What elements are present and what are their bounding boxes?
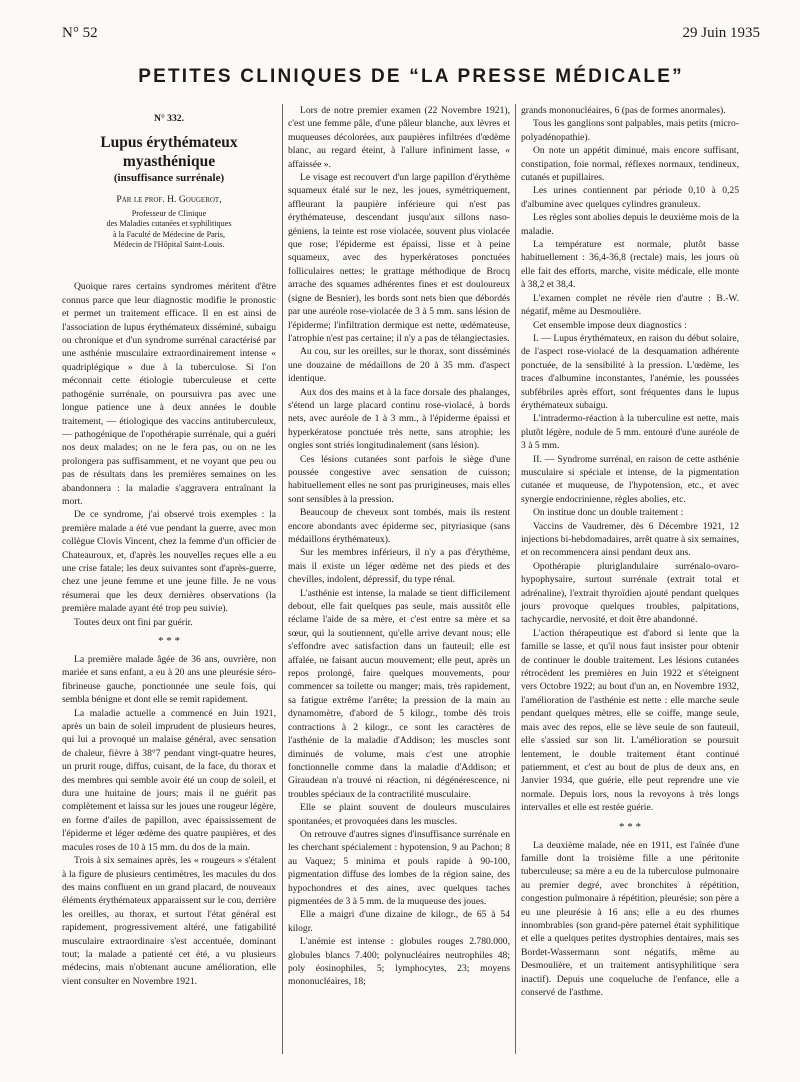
article-title-line-2: myasthénique — [122, 153, 216, 171]
paragraph: La maladie actuelle a commencé en Juin 1921, après un bain de soleil imprudent de plusieurs heures, qui lui a provoqué un malaise général, avec sensation de chaleur, fièvre à 38°7 pendant vingt-quatre heures, un prurit rouge, diffus, cuisant, de la face, du thorax et des membres qui semble avoir été un coup de soleil, et dura une huitaine de jours; mais il ne guérit pas complètement et laissa sur les joues une rougeur légère, en forme d'ailes de papillon, avec épaississement de l'épiderme et léger œdème des quatre paupières, et des macules roses de 10 à 15 mm. du dos de la main. — [62, 707, 276, 853]
paragraph: Au cou, sur les oreilles, sur le thorax, sont disséminés une douzaine de médaillons de 20 à 35 mm. d'aspect identique. — [288, 346, 510, 385]
paragraph: Elle se plaint souvent de douleurs musculaires spontanées, et provoquées dans les muscles. — [288, 802, 510, 827]
column-divider — [515, 104, 516, 1054]
issue-date: 29 Juin 1935 — [682, 25, 760, 41]
paragraph: Trois à six semaines après, les « rougeurs » s'étalent à la figure de plusieurs centimètres, les macules du dos des mains confluent en un grand placard, de nouveaux éléments érythémateux apparaissent sur le cou, derrière les oreilles, au thorax, et surtout l'état général est rapidement, progressivement altéré, une fatigabilité musculaire extraordinaire s'est accentuée, dominant tout; la malade a patienté cet été, a vu plusieurs médecins, mais n'obtenant aucune amélioration, elle vient consulter en Novembre 1921. — [62, 855, 276, 987]
affiliation-line: des Maladies cutanées et syphilitiques — [106, 219, 232, 229]
paragraph: Les règles sont abolies depuis le deuxième mois de la maladie. — [521, 212, 739, 237]
paragraph: La température est normale, plutôt basse habituellement : 36,4-36,8 (rectale) mais, les jours où elle fait des efforts, marche, visite médicale, elle monte à 38,2 et 38,4. — [521, 239, 739, 291]
paragraph: Cet ensemble impose deux diagnostics : — [533, 319, 687, 331]
author-affiliation — [62, 209, 276, 251]
paragraph: Les urines contiennent par période 0,10 à 0,25 d'albumine avec quelques cylindres granuleux. — [521, 185, 739, 210]
column-divider — [282, 104, 283, 1054]
paragraph: grands mononucléaires, 6 (pas de formes anormales). — [521, 105, 726, 116]
paragraph: Elle a maigri d'une dizaine de kilogr., de 65 à 54 kilogr. — [288, 909, 510, 934]
affiliation-line: Professeur de Clinique — [131, 208, 207, 218]
paragraph: Ces lésions cutanées sont parfois le siège d'une poussée congestive avec sensation de cuisson; habituellement elles ne sont pas prurigineuses, mais elles sont sensibles à la pression. — [288, 453, 510, 505]
affiliation-line: à la Faculté de Médecine de Paris, — [112, 229, 226, 239]
section-separator: * * * — [619, 820, 641, 833]
paragraph: On note un appétit diminué, mais encore suffisant, constipation, foie normal, réflexes normaux, tendineux, cutanés et pupillaires. — [521, 145, 739, 184]
paragraph: Beaucoup de cheveux sont tombés, mais ils restent encore abondants avec épiderme sec, pityriasique (sans médaillons érythémateux). — [288, 507, 510, 545]
paragraph: Le visage est recouvert d'un large papillon d'érythème squameux étalé sur le nez, les joues, symétriquement, affleurant la paupière inférieure qui n'est pas érythémateuse, descendant jusqu'aux sillons naso-géniens, la teinte est rose violacée, souvent plus violacée que rose; l'épiderme est épaissi, lisse et à peine squameux, avec des hyperkératoses ponctuées folliculaires nettes; le grattage méthodique de Brocq arrache des squames adhérentes fines et est douloureux (signe de Besnier), les bords sont nets bien que débordés par une auréole rose-violacée de 3 à 5 mm. sans lésion de l'épiderme; l'infiltration dermique est nette, œdémateuse, l'atrophie n'est pas certaine; il n'y a pas de télangiectasies. — [288, 172, 510, 344]
paragraph: Sur les membres inférieurs, il n'y a pas d'érythème, mais il existe un léger œdème net des pieds et des chevilles, indolent, dépressif, du type rénal. — [288, 547, 510, 586]
article-number: N° 332. — [154, 113, 184, 124]
article-subtitle: (insuffisance surrénale) — [113, 172, 225, 185]
paragraph: Quoique rares certains syndromes méritent d'être connus parce que leur diagnostic modifie le pronostic et permet un traitement efficace. Il en est ainsi de l'association de lupus érythémateux disséminé, subaigu ou chronique et d'un syndrome surrénal caractérisé par une asthénie musculaire extraordinairement intense « quadriplégique » due à la tuberculose. Si l'on méconnait cette étiologie tuberculeuse et cette pathogénie surrénale, on poursuivra pas avec une longue patience une à deux années le double traitement, — étiologique des vaccins antituberculeux, — pathogénique de l'opothérapie surrénale, qui a guéri nos deux malades; on ne le fera pas, ou on ne les prolongera pas suffisamment, et ne voyant que peu ou pas de résultats dans les premières semaines on les abandonnera : la maladie s'aggravera entraînant la mort. — [62, 281, 276, 507]
paragraph: Tous les ganglions sont palpables, mais petits (micro-polyadénopathie). — [521, 118, 739, 143]
paragraph: On institue donc un double traitement : — [533, 507, 684, 519]
paragraph: L'intradermo-réaction à la tuberculine est nette, mais plutôt légère, nodule de 5 mm. entouré d'une auréole de 3 à 5 mm. — [521, 413, 739, 452]
affiliation-line: Médecin de l'Hôpital Saint-Louis. — [113, 240, 225, 250]
section-separator: * * * — [158, 635, 180, 647]
paragraph: L'action thérapeutique est d'abord si lente que la famille se lasse, et qu'il nous faut insister pour obtenir de continuer le double traitement. Les lésions cutanées rétrocèdent les premières en Juin 1922 et s'éteignent vers Octobre 1922; au bout d'un an, en Novembre 1932, l'amélioration de l'asthénie est nette : elle marche seule pendant quelques mètres, elle se coiffe, mange seule, mais avec des repos, elle se lève seule de son fauteuil, elle s'assied sur son lit. L'amélioration se poursuit lentement, le double traitement étant continué patiemment, et c'est au bout de plus de deux ans, en Janvier 1934, que guérie, elle peut reprendre une vie normale. Depuis lors, nous la revoyons à très longs intervalles et elle est restée guérie. — [521, 627, 739, 814]
article-author: Par le prof. H. Gougerot, — [116, 194, 222, 206]
page-number: N° 52 — [62, 25, 98, 41]
page-header — [62, 25, 760, 45]
paragraph: Aux dos des mains et à la face dorsale des phalanges, s'étend un large placard continu rose-violacé, à bords nets, avec auréole de 1 à 3 mm., à l'épiderme épaissi et hyperkératose ponctuée très nette, sans atrophie; les ongles sont striés longitudinalement (sans lésion). — [288, 386, 510, 452]
column-3 — [521, 104, 739, 999]
article-title-line-1: Lupus érythémateux — [100, 134, 238, 152]
column-1 — [62, 104, 276, 988]
paragraph: L'asthénie est intense, la malade se tient difficilement debout, elle fait quelques pas seule, mais aussitôt elle réclame l'aide de sa mère, et c'est entre sa mère et sa sœur, qui la soutiennent, qu'elle arrive devant nous; elle s'effondre avec satisfaction dans un fauteuil; elle est affalée, ne faisant aucun mouvement; elle peut, après un repos prolongé, faire quelques mouvements, pour commencer sa toilette ou manger; mais, très rapidement, sa fatigue extrême l'arrête; la pression de la main au dynamomètre, d'abord de 5 kilogr., tombe dès trois contractions à 2 kilogr., ce sont les caractères de l'asthénie de la maladie d'Addison; les muscles sont diminués de volume, mais c'est une atrophie fonctionnelle comme dans la maladie d'Addison; et Giraudeau n'a trouvé ni réaction, ni dégénérescence, ni troubles spéciaux de la contractilité musculaire. — [288, 587, 510, 800]
paragraph: Toutes deux ont fini par guérir. — [74, 616, 193, 628]
paragraph: On retrouve d'autres signes d'insuffisance surrénale en les cherchant spécialement : hypotension, 9 au Pachon; 8 au Vaquez; 5 minima et pouls rapide à 90-100, pigmentation diffuse des lombes de la région saine, des hypochondres et des aines, avec quelques taches pigmentées de 3 à 5 mm. de la muqueuse des joues. — [288, 828, 510, 907]
paragraph: Vaccins de Vaudremer, dès 6 Décembre 1921, 12 injections bi-hebdomadaires, arrêt quatre à six semaines, et on recommencera ainsi pendant deux ans. — [521, 520, 739, 559]
column-2 — [288, 104, 510, 989]
masthead: PETITES CLINIQUES DE “LA PRESSE MÉDICALE” — [138, 66, 684, 87]
paragraph: II. — Syndrome surrénal, en raison de cette asthénie musculaire si spéciale et intense, de la pigmentation cutanée et muqueuse, de l'hypotension, etc., et avec synergie endocrinienne, règles abolies, etc. — [521, 453, 739, 505]
paragraph: L'examen complet ne révèle rien d'autre : B.-W. négatif, même au Desmoulière. — [521, 292, 739, 318]
paragraph: La deuxième malade, née en 1911, est l'aînée d'une famille dont la troisième fille a une péritonite tuberculeuse; sa mère a eu de la tuberculose pulmonaire au premier degré, avec bronchites à répétition, congestion pulmonaire à répétition, pleurésie; son père a eu une pleurésie à 16 ans; elle a eu des rhumes innombrables (son grand-père paternel était syphilitique et elle a quelques petites dystrophies dentaires, mais ses Bordet-Wassermann sont négatifs, même au Desmoulière, et un traitement antisyphilitique sera inactif). Depuis une coqueluche de l'enfance, elle a conservé de l'asthme. — [521, 839, 739, 998]
paragraph: Lors de notre premier examen (22 Novembre 1921), c'est une femme pâle, d'une pâleur blanche, aux lèvres et muqueuses décolorées, aux paupières infiltrées d'œdème blanc, au regard éteint, à l'allure infiniment lasse, « affaissée ». — [288, 105, 510, 170]
paragraph: I. — Lupus érythémateux, en raison du début solaire, de l'aspect rose-violacé de la desquamation adhérente ponctuée, de la sensibilité à la pression. L'œdème, les traces d'albumine inconstantes, l'anémie, les poussées subfébriles après effort, sont fréquentes dans le lupus érythémateux subaigu. — [521, 332, 739, 411]
paragraph: De ce syndrome, j'ai observé trois exemples : la première malade a été vue pendant la guerre, avec mon collègue Clovis Vincent, chez la femme d'un officier de Chateauroux, et, d'après les nouvelles reçues elle a eu une crise fatale; les deux suivantes sont d'après-guerre, chez une jeune femme et une jeune fille. Je ne vous résumerai que les deux dernières observations (la première malade ayant été trop peu suivie). — [62, 509, 276, 615]
paragraph: La première malade âgée de 36 ans, ouvrière, non mariée et sans enfant, a eu à 20 ans une pleurésie séro-fibrineuse gauche, ponctionnée une seule fois, qui sembla bénigne et dont elle se remit rapidement. — [62, 654, 276, 706]
paragraph: Opothérapie pluriglandulaire surrénalo-ovaro-hypophysaire, surtout surrénale (extrait total et adrénaline), l'extrait thyroïdien ajouté pendant quelques jours provoque quelques troubles, palpitations, tachycardie, nervosité, et doit être abandonné. — [521, 560, 739, 626]
paragraph: L'anémie est intense : globules rouges 2.780.000, globules blancs 7.400; polynucléaires neutrophiles 48; poly éosinophiles, 5; lymphocytes, 23; moyens mononucléaires, 18; — [288, 936, 510, 988]
